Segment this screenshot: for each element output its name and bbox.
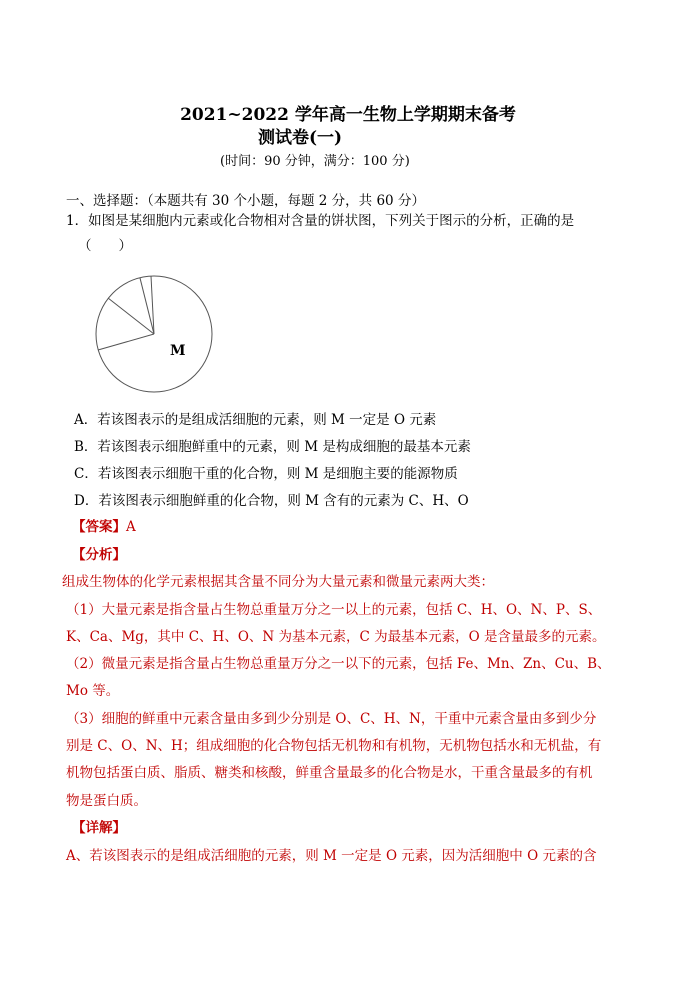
analysis-line: （2）微量元素是指含量占生物总重量万分之一以下的元素，包括 Fe、Mn、Zn、Cu、B、 [66, 656, 611, 672]
answer-value: A [126, 519, 136, 535]
option-a: A．若该图表示的是组成活细胞的元素，则 M 一定是 O 元素 [74, 412, 437, 428]
detail-text: A、若该图表示的是组成活细胞的元素，则 M 一定是 O 元素，因为活细胞中 O 元素的含 [66, 848, 597, 864]
analysis-line: 机物包括蛋白质、脂质、糖类和核酸，鲜重含量最多的化合物是水，干重含量最多的有机 [66, 765, 593, 781]
analysis-intro: 组成生物体的化学元素根据其含量不同分为大量元素和微量元素两大类： [62, 574, 494, 590]
analysis-line: （3）细胞的鲜重中元素含量由多到少分别是 O、C、H、N，干重中元素含量由多到少分 [66, 711, 597, 727]
question-1-stem: 1．如图是某细胞内元素或化合物相对含量的饼状图，下列关于图示的分析，正确的是 [66, 213, 575, 229]
analysis-line: K、Ca、Mg，其中 C、H、O、N 为基本元素，C 为最基本元素，O 是含量最多的元素。 [66, 629, 606, 645]
option-b: B．若该图表示细胞鲜重中的元素，则 M 是构成细胞的最基本元素 [74, 439, 471, 455]
analysis-tag: 【分析】 [72, 547, 126, 563]
analysis-line: （1）大量元素是指含量占生物总重量万分之一以上的元素，包括 C、H、O、N、P、S、 [66, 602, 602, 618]
analysis-line: 物是蛋白质。 [66, 793, 147, 809]
pie-divider-2 [108, 298, 154, 334]
analysis-line: 别是 C、O、N、H；组成细胞的化合物包括无机物和有机物，无机物包括水和无机盐，有 [66, 738, 602, 754]
option-c: C．若该图表示细胞干重的化合物，则 M 是细胞主要的能源物质 [74, 466, 458, 482]
document-title: 2021~2022 学年高一生物上学期期末备考 [180, 105, 516, 125]
section-heading: 一、选择题：（本题共有 30 个小题，每题 2 分，共 60 分） [66, 193, 425, 209]
option-d: D．若该图表示细胞鲜重的化合物，则 M 含有的元素为 C、H、O [74, 493, 469, 509]
answer-line [72, 515, 136, 535]
document-subtitle: 测试卷(一) [258, 128, 343, 148]
analysis-line: Mo 等。 [66, 683, 120, 699]
pie-divider-1 [98, 334, 154, 350]
pie-chart-figure [94, 270, 214, 395]
answer-tag: 【答案】 [72, 519, 126, 535]
pie-label-m: M [170, 343, 186, 359]
question-1-answer-blank: （ ） [78, 238, 132, 254]
exam-time-info: (时间：90 分钟，满分：100 分) [220, 154, 410, 169]
detail-tag: 【详解】 [72, 820, 126, 836]
